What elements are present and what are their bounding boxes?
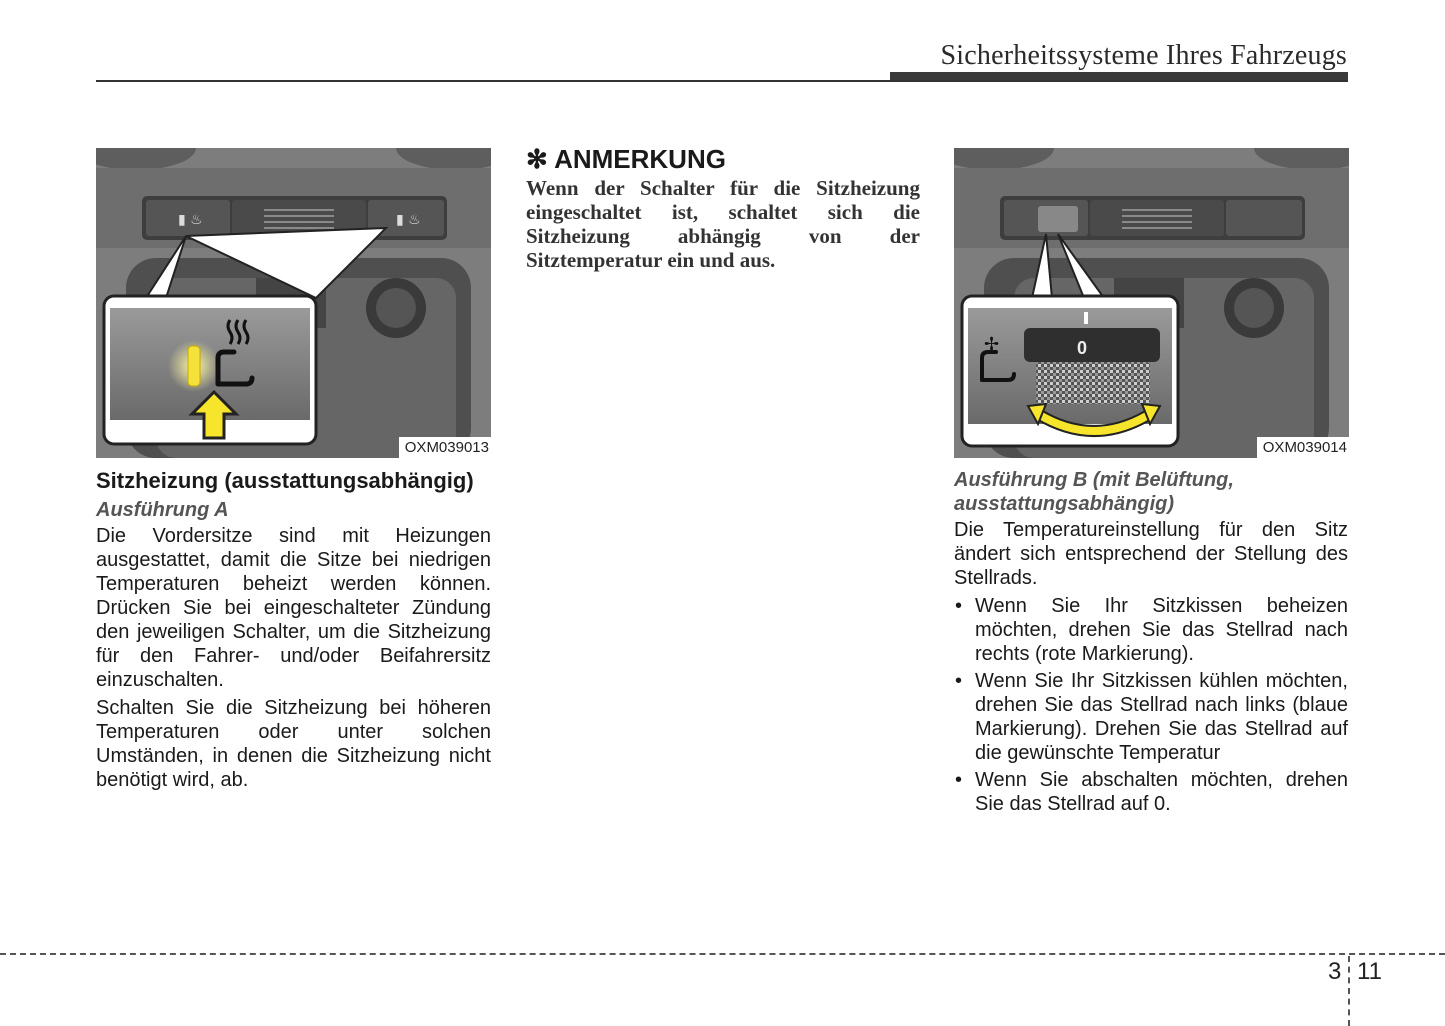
page-number: 11 [1357, 958, 1382, 985]
note-asterisk-icon: ✻ [526, 144, 548, 174]
footer-divider [0, 953, 1445, 955]
bullet-text: Wenn Sie Ihr Sitzkissen beheizen möchten, drehen Sie das Stellrad nach rechts (rote Markierung). [975, 595, 1348, 665]
note-heading [526, 144, 920, 174]
bullet-icon: • [955, 769, 963, 791]
note-title: ANMERKUNG [554, 144, 726, 174]
body-paragraph: Die Vordersitze sind mit Heizungen ausgestattet, damit die Sitze bei niedrigen Temperaturen beheizt werden können. Drücken Sie bei eingeschalteter Zündung den jeweiligen Schalter, um die Sitzheizung für den Fahrer- und/oder Beifahrersitz einzuschalten. [96, 525, 491, 691]
bullet-text: Wenn Sie Ihr Sitzkissen kühlen möchten, drehen Sie das Stellrad nach links (blaue Markierung). Drehen Sie das Stellrad auf die gewünschte Temperatur [975, 670, 1348, 764]
middle-column [526, 144, 920, 272]
variant-label: Ausführung B (mit Belüftung, ausstattungsabhängig) [954, 469, 1234, 515]
variant-label: Ausführung A [96, 499, 229, 521]
figure-seat-heater-switch [96, 148, 491, 458]
bullet-list [954, 594, 1348, 816]
bullet-item [954, 669, 1348, 765]
bullet-item [954, 768, 1348, 816]
figure-ventilated-seat-dial [954, 148, 1349, 458]
dial-zero-label: 0 [1077, 338, 1088, 358]
header-rule [96, 80, 1348, 82]
body-paragraph: Schalten Sie die Sitzheizung bei höheren Temperaturen oder unter solchen Umständen, in denen die Sitzheizung nicht benötigt wird, ab. [96, 697, 491, 791]
bullet-text: Wenn Sie abschalten möchten, drehen Sie das Stellrad auf 0. [975, 769, 1348, 815]
figure-code: OXM039014 [1257, 437, 1349, 458]
chapter-number: 3 [1328, 958, 1342, 985]
page-header-title: Sicherheitssysteme Ihres Fahrzeugs [940, 40, 1347, 71]
svg-text:▮ ♨: ▮ ♨ [178, 212, 203, 228]
figure-code: OXM039013 [399, 437, 491, 458]
body-paragraph: Die Temperatureinstellung für den Sitz ändert sich entsprechend der Stellung des Stellrads. [954, 519, 1348, 589]
bullet-item [954, 594, 1348, 666]
svg-text:✢: ✢ [984, 334, 1000, 355]
note-text: Wenn der Schalter für die Sitzheizung eingeschaltet ist, schaltet sich die Sitzheizung abhängig von der Sitztemperatur ein und aus. [526, 176, 920, 272]
bullet-icon: • [955, 595, 963, 617]
section-title: Sitzheizung (ausstattungsabhängig) [96, 468, 474, 493]
right-column [954, 148, 1348, 819]
svg-text:▮ ♨: ▮ ♨ [396, 212, 421, 228]
seat-heater-illustration [96, 148, 491, 458]
ventilated-seat-illustration [954, 148, 1349, 458]
page-number-separator [1348, 956, 1350, 1026]
bullet-icon: • [955, 670, 963, 692]
left-column [96, 148, 491, 796]
